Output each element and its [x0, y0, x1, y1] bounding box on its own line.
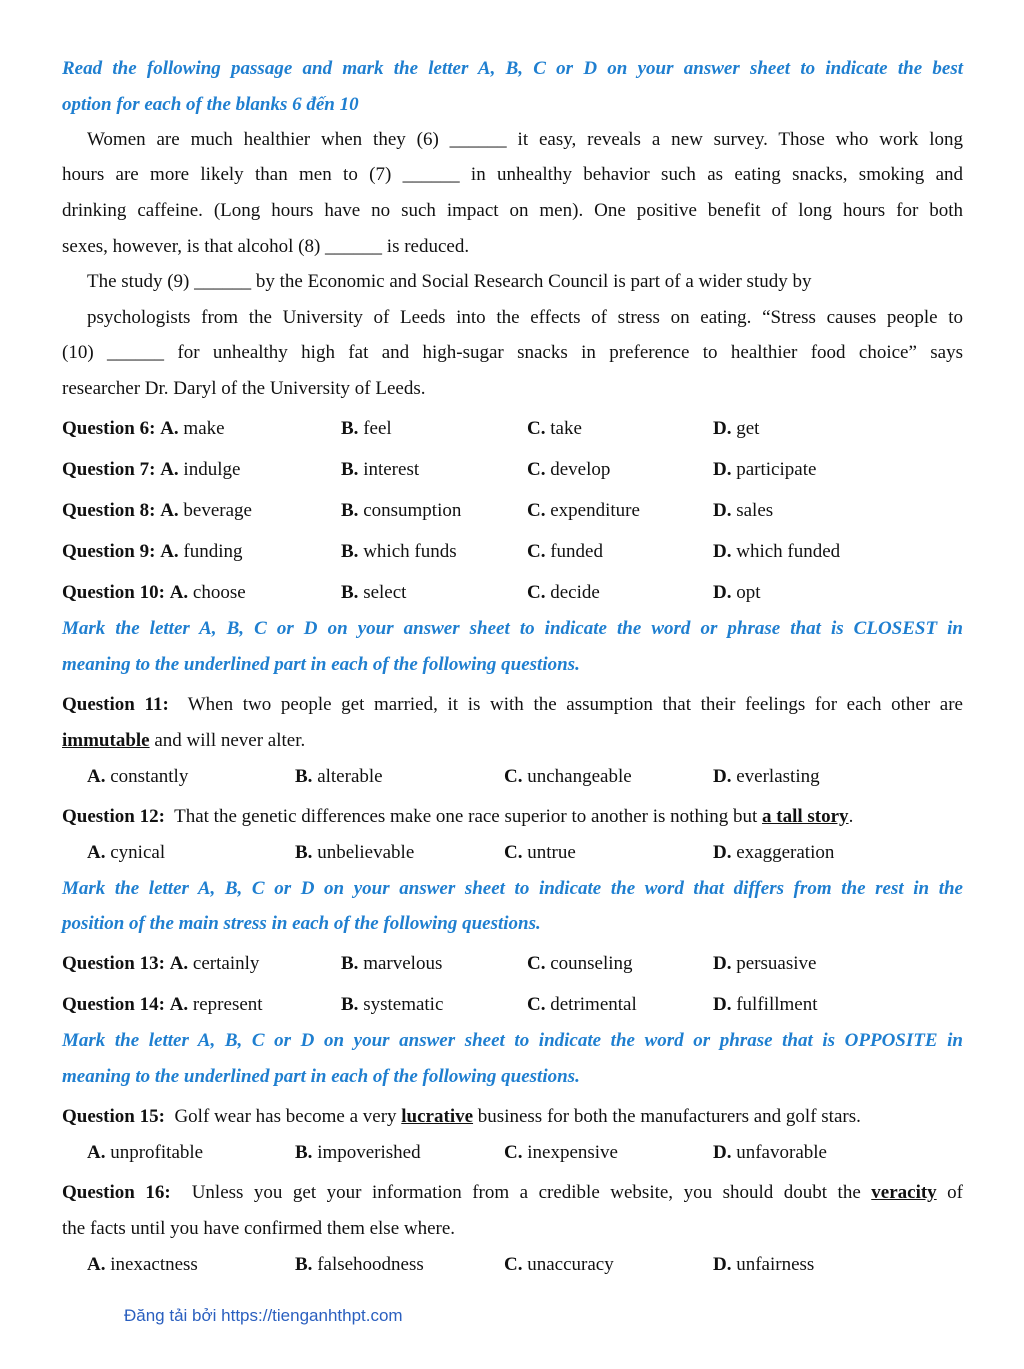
question-15-stem-end: business for both the manufacturers and golf stars. [473, 1106, 861, 1127]
option-b[interactable]: consumption [363, 500, 462, 521]
option-letter: D. [713, 766, 732, 787]
option-a[interactable]: unprofitable [110, 1142, 204, 1163]
option-c[interactable]: funded [550, 541, 603, 562]
underlined-keyword: lucrative [401, 1106, 474, 1127]
opposite-instruction-line-1: Mark the letter A, B, C or D on your answer sheet to indicate the word or phrase that is OPPOSITE in [62, 1030, 963, 1051]
option-c[interactable]: develop [550, 459, 611, 480]
option-b[interactable]: unbelievable [317, 842, 415, 863]
option-c[interactable]: untrue [527, 842, 576, 863]
footer-source-link[interactable]: Đăng tải bởi https://tienganhthpt.com [124, 1306, 403, 1325]
passage-line-3: drinking caffeine. (Long hours have no such impact on men). One positive benefit of long hours for both [62, 200, 963, 221]
option-b[interactable]: alterable [317, 766, 383, 787]
option-letter: D. [713, 582, 732, 603]
stress-instruction-line-2: position of the main stress in each of the following questions. [62, 913, 541, 934]
option-b[interactable]: marvelous [363, 953, 443, 974]
passage-line-6: psychologists from the University of Leeds into the effects of stress on eating. “Stress causes people to [87, 307, 963, 328]
option-letter: D. [713, 500, 732, 521]
option-d[interactable]: unfairness [736, 1254, 815, 1275]
option-d[interactable]: participate [736, 459, 817, 480]
question-label: Question 16: [62, 1182, 171, 1203]
option-letter: B. [341, 994, 359, 1015]
question-15-stem-text: Golf wear has become a very [174, 1106, 402, 1127]
passage-line-1: Women are much healthier when they (6) ______ it easy, reveals a new survey. Those who work long [87, 129, 963, 150]
option-b[interactable]: feel [363, 418, 392, 439]
passage-line-2: hours are more likely than men to (7) ______ in unhealthy behavior such as eating snacks, smoking and [62, 164, 963, 185]
option-letter: C. [527, 582, 546, 603]
question-11-stem: When two people get married, it is with the assumption that their feelings for each other are [187, 694, 963, 715]
option-letter: D. [713, 1254, 732, 1275]
option-letter: B. [341, 418, 359, 439]
option-c[interactable]: inexpensive [527, 1142, 618, 1163]
question-label: Question 13: [62, 953, 165, 974]
option-letter: D. [713, 459, 732, 480]
option-d[interactable]: fulfillment [736, 994, 818, 1015]
option-letter: C. [527, 459, 546, 480]
option-letter: C. [527, 953, 546, 974]
option-letter: B. [341, 582, 359, 603]
option-b[interactable]: impoverished [317, 1142, 421, 1163]
reading-instruction-line-1: Read the following passage and mark the letter A, B, C or D on your answer sheet to indicate the best [62, 58, 963, 79]
option-d[interactable]: which funded [736, 541, 841, 562]
option-a[interactable]: constantly [110, 766, 189, 787]
option-a[interactable]: choose [192, 582, 246, 603]
option-b[interactable]: systematic [363, 994, 444, 1015]
option-letter: C. [504, 842, 523, 863]
option-letter: D. [713, 541, 732, 562]
option-letter: A. [87, 1254, 106, 1275]
question-16-stem-line-2: the facts until you have confirmed them else where. [62, 1218, 456, 1239]
closest-instruction-line-1: Mark the letter A, B, C or D on your answer sheet to indicate the word or phrase that is CLOSEST in [62, 618, 963, 639]
option-letter: B. [295, 1142, 313, 1163]
option-letter: A. [160, 459, 179, 480]
option-letter: A. [160, 418, 179, 439]
question-12-stem-end: . [848, 806, 854, 827]
option-letter: A. [169, 994, 189, 1015]
option-d[interactable]: everlasting [736, 766, 820, 787]
question-11-stem-rest: and will never alter. [149, 730, 306, 751]
option-letter: D. [713, 994, 732, 1015]
option-letter: C. [527, 418, 546, 439]
option-letter: B. [295, 842, 313, 863]
option-letter: A. [169, 582, 189, 603]
question-12-stem [62, 806, 963, 828]
option-d[interactable]: exaggeration [736, 842, 835, 863]
option-letter: B. [341, 541, 359, 562]
option-d[interactable]: get [736, 418, 760, 439]
option-b[interactable]: interest [363, 459, 420, 480]
question-label: Question 10: [62, 582, 165, 603]
question-15-stem [62, 1106, 963, 1128]
option-d[interactable]: opt [736, 582, 761, 603]
option-d[interactable]: unfavorable [736, 1142, 827, 1163]
option-a[interactable]: certainly [192, 953, 260, 974]
option-a[interactable]: cynical [110, 842, 166, 863]
option-letter: A. [87, 842, 106, 863]
underlined-keyword: immutable [62, 730, 150, 751]
option-c[interactable]: unchangeable [527, 766, 632, 787]
closest-instruction-line-2: meaning to the underlined part in each of the following questions. [62, 654, 580, 675]
option-letter: A. [87, 1142, 106, 1163]
question-label: Question 14: [62, 994, 165, 1015]
option-letter: C. [527, 541, 546, 562]
question-label: Question 15: [62, 1106, 165, 1127]
reading-instruction-line-2: option for each of the blanks 6 đến 10 [62, 94, 359, 115]
option-c[interactable]: unaccuracy [527, 1254, 614, 1275]
option-d[interactable]: sales [736, 500, 774, 521]
option-letter: C. [504, 1254, 523, 1275]
option-letter: D. [713, 842, 732, 863]
passage-line-8: researcher Dr. Daryl of the University of Leeds. [62, 378, 426, 399]
question-label: Question 7: [62, 459, 156, 480]
question-16-stem-line-1 [62, 1182, 963, 1204]
option-letter: D. [713, 1142, 732, 1163]
option-a[interactable]: funding [183, 541, 243, 562]
option-letter: C. [527, 994, 546, 1015]
option-a[interactable]: inexactness [110, 1254, 198, 1275]
question-11-stem-line-2 [62, 730, 963, 752]
option-letter: A. [169, 953, 189, 974]
option-letter: C. [527, 500, 546, 521]
option-letter: A. [160, 500, 179, 521]
option-c[interactable]: detrimental [550, 994, 637, 1015]
option-letter: B. [295, 766, 313, 787]
underlined-keyword: veracity [871, 1182, 937, 1203]
option-c[interactable]: expenditure [550, 500, 640, 521]
question-label: Question 6: [62, 418, 156, 439]
passage-line-5: The study (9) ______ by the Economic and Social Research Council is part of a wider study by [87, 271, 812, 292]
passage-line-7: (10) ______ for unhealthy high fat and high-sugar snacks in preference to healthier food choice” says [62, 342, 963, 363]
option-a[interactable]: indulge [183, 459, 241, 480]
option-letter: A. [160, 541, 179, 562]
option-b[interactable]: select [363, 582, 407, 603]
option-letter: B. [295, 1254, 313, 1275]
option-c[interactable]: take [550, 418, 582, 439]
question-11-stem-line-1 [62, 694, 963, 716]
option-letter: D. [713, 418, 732, 439]
option-letter: D. [713, 953, 732, 974]
option-d[interactable]: persuasive [736, 953, 817, 974]
option-letter: A. [87, 766, 106, 787]
underlined-keyword: a tall story [762, 806, 849, 827]
option-letter: B. [341, 500, 359, 521]
question-16-stem-end: of [936, 1182, 964, 1203]
option-letter: B. [341, 953, 359, 974]
option-letter: B. [341, 459, 359, 480]
opposite-instruction-line-2: meaning to the underlined part in each of the following questions. [62, 1066, 580, 1087]
option-b[interactable]: falsehoodness [317, 1254, 424, 1275]
stress-instruction-line-1: Mark the letter A, B, C or D on your answer sheet to indicate the word that differs from the rest in the [62, 878, 963, 899]
option-a[interactable]: make [183, 418, 225, 439]
question-16-stem-text: Unless you get your information from a credible website, you should doubt the [191, 1182, 872, 1203]
option-letter: C. [504, 766, 523, 787]
option-a[interactable]: represent [192, 994, 263, 1015]
option-c[interactable]: counseling [550, 953, 633, 974]
option-c[interactable]: decide [550, 582, 600, 603]
option-letter: C. [504, 1142, 523, 1163]
question-label: Question 12: [62, 806, 165, 827]
question-12-stem-text: That the genetic differences make one race superior to another is nothing but [174, 806, 763, 827]
question-label: Question 11: [62, 694, 169, 715]
question-label: Question 8: [62, 500, 156, 521]
question-label: Question 9: [62, 541, 156, 562]
passage-line-4: sexes, however, is that alcohol (8) ______ is reduced. [62, 236, 470, 257]
option-b[interactable]: which funds [363, 541, 457, 562]
option-a[interactable]: beverage [183, 500, 252, 521]
